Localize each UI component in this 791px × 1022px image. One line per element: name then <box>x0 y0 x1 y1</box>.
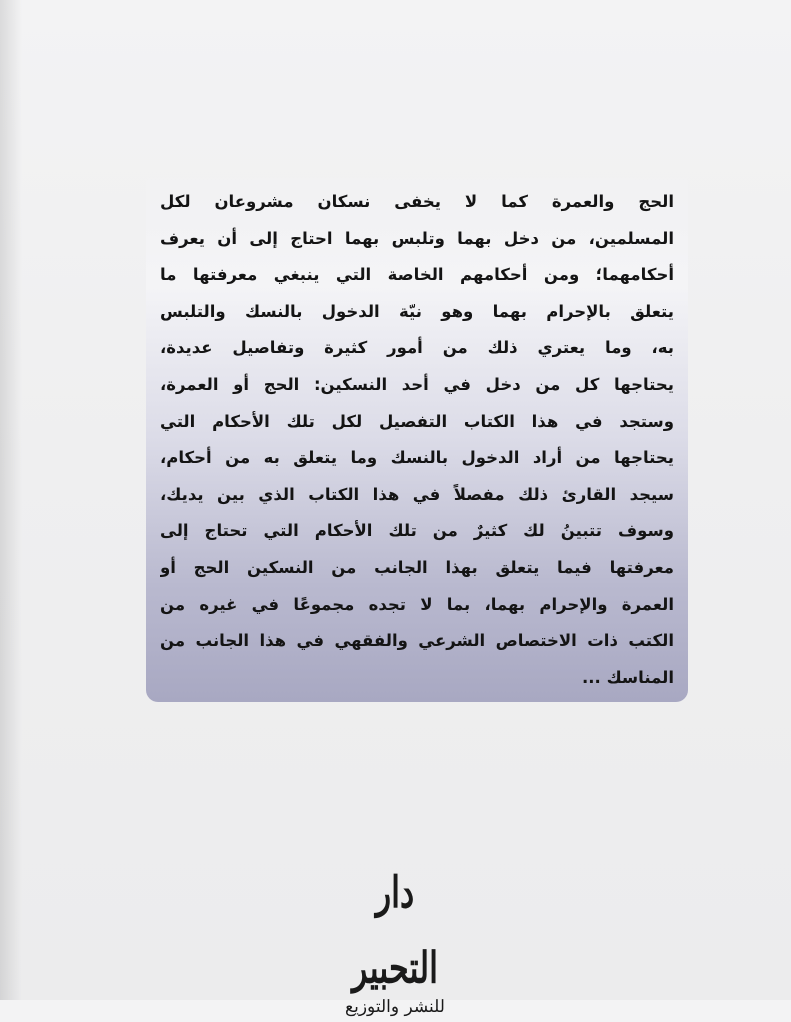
publisher-name: دار التحبير <box>352 866 438 994</box>
blurb-line: يتعلق بالإحرام بهما وهو نيّة الدخول بالنسك والتلبس <box>160 301 674 321</box>
blurb-line: الحج والعمرة كما لا يخفى نسكان مشروعان لكل <box>160 192 674 211</box>
blurb-line: المناسك ... <box>582 667 674 687</box>
blurb-line: وسوف تتبينُ لك كثيرٌ من تلك الأحكام التي تحتاج إلى <box>160 521 674 541</box>
blurb-line: يحتاجها من أراد الدخول بالنسك وما يتعلق به من أحكام، <box>160 448 674 468</box>
publisher-subtitle: للنشر والتوزيع <box>345 997 445 1017</box>
blurb-line: المسلمين، من دخل بهما وتلبس بهما احتاج إلى أن يعرف <box>160 228 674 248</box>
blurb-line: سيجد القارئ ذلك مفصلاً في هذا الكتاب الذي بين يديك، <box>160 484 674 504</box>
blurb-line: أحكامهما؛ ومن أحكامهم الخاصة التي ينبغي معرفتها ما <box>160 265 674 285</box>
blurb-line: معرفتها فيما يتعلق بهذا الجانب من النسكين الحج أو <box>160 557 674 577</box>
blurb-line: الكتب ذات الاختصاص الشرعي والفقهي في هذا الجانب من <box>160 631 674 651</box>
blurb-text-panel <box>146 170 688 702</box>
blurb-line: العمرة والإحرام بهما، بما لا تجده مجموعًا في غيره من <box>160 594 674 614</box>
cover-spine-shadow <box>0 0 22 1000</box>
blurb-line: به، وما يعتري ذلك من أمور كثيرة وتفاصيل عديدة، <box>160 338 674 358</box>
publisher-logo <box>330 860 460 1017</box>
blurb-line: يحتاجها كل من دخل في أحد النسكين: الحج أو العمرة، <box>160 374 674 394</box>
blurb-line: وستجد في هذا الكتاب التفصيل لكل تلك الأحكام التي <box>160 411 674 431</box>
